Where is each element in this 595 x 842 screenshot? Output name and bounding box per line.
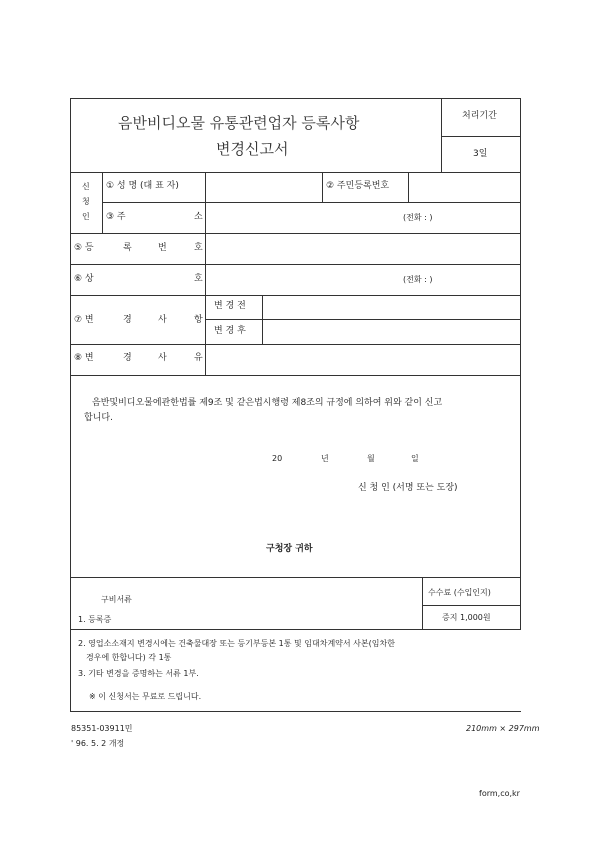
addressee: 구청장 귀하 <box>266 544 313 554</box>
doc-row-line <box>70 629 521 630</box>
row-line <box>102 202 521 203</box>
trade-name-label-1: ⑥ 상 <box>74 274 94 284</box>
doc-box-right <box>520 578 521 629</box>
row-line <box>70 264 521 265</box>
applicant-side-3: 인 <box>82 212 90 221</box>
applicant-side-2: 청 <box>82 197 90 206</box>
frame-left <box>70 98 71 578</box>
date-year-unit: 년 <box>321 454 329 463</box>
row-line <box>70 344 521 345</box>
frame-bottom <box>70 577 521 578</box>
trade-name-label-2: 호 <box>194 274 203 284</box>
address-label: ③ 주 <box>106 212 126 222</box>
after-change-label: 변 경 후 <box>214 326 246 336</box>
address-field[interactable] <box>207 204 403 231</box>
document-item-3: 3. 기타 변경을 증명하는 서류 1부. <box>78 669 199 678</box>
before-change-label: 변 경 전 <box>214 301 246 311</box>
reason-label-3: 사 <box>158 353 167 363</box>
after-change-field[interactable] <box>264 321 518 342</box>
fee-value: 증지 1,000원 <box>442 613 491 622</box>
date-day-unit: 일 <box>411 454 419 463</box>
reg-no-label-2: 록 <box>123 243 132 253</box>
row-line <box>70 295 521 296</box>
doc-box-bottom <box>70 711 521 712</box>
doc-box-left <box>70 578 71 712</box>
reg-no-label-3: 번 <box>158 243 167 253</box>
name-label: ① 성 명 (대 표 자) <box>106 181 179 191</box>
statement-line2: 합니다. <box>84 413 113 423</box>
applicant-signature: 신 청 인 (서명 또는 도장) <box>358 483 458 493</box>
reason-field[interactable] <box>207 346 518 373</box>
change-label-2: 경 <box>123 315 132 325</box>
row-line <box>70 375 521 376</box>
reason-label-4: 유 <box>194 353 203 363</box>
frame-right <box>520 98 521 578</box>
document-item-2-line1: 2. 영업소소재지 변경시에는 건축물대장 또는 등기부등본 1통 및 임대차계약서 사본(임차한 <box>78 639 395 648</box>
revision-date: ' 96. 5. 2 개정 <box>71 739 125 748</box>
col-line <box>322 172 323 202</box>
change-label-1: ⑦ 변 <box>74 315 94 325</box>
frame-top <box>70 98 521 99</box>
processing-divider <box>441 136 521 137</box>
trade-name-field[interactable] <box>207 266 403 293</box>
row-line <box>70 233 521 234</box>
document-item-2-line2: 경우에 한합니다) 각 1통 <box>86 653 172 662</box>
address-label-end: 소 <box>194 212 203 222</box>
reason-label-1: ⑧ 변 <box>74 353 94 363</box>
reg-no-label-1: ⑤ 등 <box>74 243 94 253</box>
before-change-field[interactable] <box>264 297 518 317</box>
applicant-side-1: 신 <box>82 182 90 191</box>
name-field[interactable] <box>207 174 320 200</box>
rrn-field[interactable] <box>410 174 518 200</box>
reg-no-field[interactable] <box>207 235 518 262</box>
rrn-label: ② 주민등록번호 <box>326 181 390 191</box>
form-title-line2: 변경신고서 <box>216 140 289 158</box>
address-phone: (전화 : ) <box>403 213 433 222</box>
documents-header: 구비서류 <box>101 595 132 604</box>
date-month-unit: 월 <box>367 454 375 463</box>
fee-header: 수수료 (수입인지) <box>428 588 491 597</box>
trade-phone: (전화 : ) <box>403 275 433 284</box>
fee-row-line <box>422 605 521 606</box>
free-notice: ※ 이 신청서는 무료로 드립니다. <box>89 692 202 701</box>
col-line <box>408 172 409 202</box>
fee-divider <box>422 578 423 629</box>
change-label-3: 사 <box>158 315 167 325</box>
row-line <box>70 172 521 173</box>
form-code: 85351-03911민 <box>71 724 133 733</box>
change-label-4: 항 <box>194 315 203 325</box>
statement-line1: 음반및비디오물에관한법률 제9조 및 같은법시행령 제8조의 규정에 의하여 위와 같이 신고 <box>92 398 443 408</box>
paper-size: 210mm × 297mm <box>466 724 540 733</box>
row-line <box>205 319 521 320</box>
processing-period-label: 처리기간 <box>462 111 497 121</box>
document-item-1: 1. 등록증 <box>78 615 112 624</box>
reason-label-2: 경 <box>123 353 132 363</box>
form-title-line1: 음반비디오물 유통관련업자 등록사항 <box>118 114 360 132</box>
processing-period-value: 3일 <box>473 149 488 159</box>
reg-no-label-4: 호 <box>194 243 203 253</box>
date-year: 20 <box>272 454 283 463</box>
source-watermark: form,co,kr <box>479 789 520 798</box>
